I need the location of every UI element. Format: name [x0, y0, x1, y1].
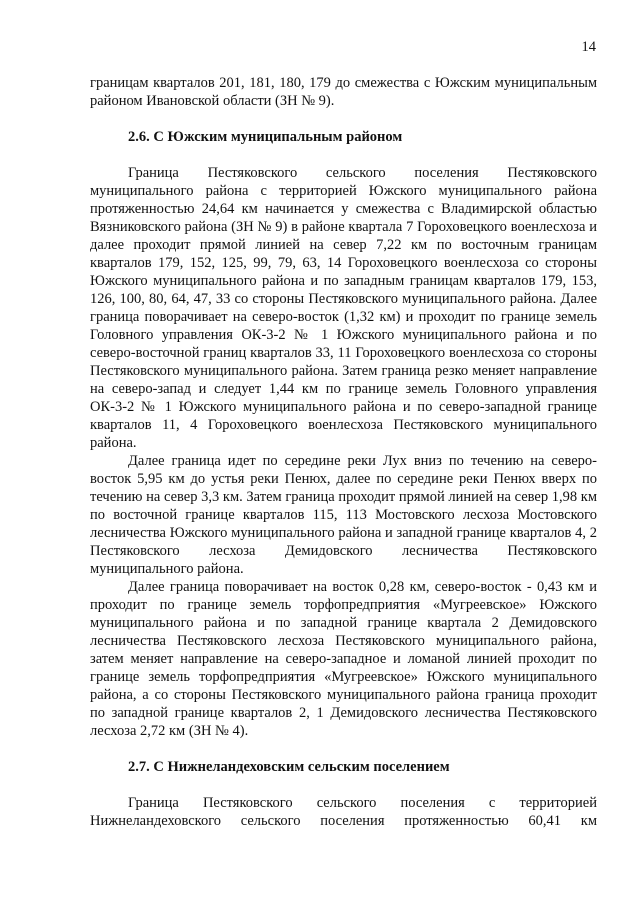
paragraph-nizhnelandekh-start: Граница Пестяковского сельского поселения с территорией Нижнеландеховского сельского поселения протяженностью 60,41 км	[90, 795, 597, 829]
page-body	[90, 74, 597, 830]
section-heading-2-6: 2.6. С Южским муниципальным районом	[128, 129, 403, 145]
paragraph-continuation: границам кварталов 201, 181, 180, 179 до смежества с Южским муниципальным районом Ивановской области (ЗН № 9).	[90, 75, 597, 109]
paragraph-lukh-river: Далее граница идет по середине реки Лух вниз по течению на северо-восток 5,95 км до устья реки Пенюх, далее по середине реки Пенюх вверх по течению на север 3,3 км. Затем граница проходит прямой линией на север 1,98 км по восточной границе кварталов 115, 113 Мостовского лесхоза Мостовского лесничества Южского муниципального района и западной границе кварталов 4, 2 Пестяковского лесхоза Демидовского лесничества Пестяковского муниципального района.	[90, 453, 597, 577]
section-heading-2-7: 2.7. С Нижнеландеховским сельским поселением	[128, 759, 450, 775]
page-number: 14	[581, 39, 596, 55]
paragraph-south-boundary-start: Граница Пестяковского сельского поселения Пестяковского муниципального района с территорией Южского муниципального района протяженностью 24,64 км начинается у смежества с Владимирской областью Вязниковского района (ЗН № 9) в районе квартала 7 Гороховецкого военлесхоза и далее проходит прямой линией на север 7,22 км по восточным границам кварталов 179, 152, 125, 99, 79, 63, 14 Гороховецкого военлесхоза со стороны Южского муниципального района и по западным границам кварталов 179, 153, 126, 100, 80, 64, 47, 33 со стороны Пестяковского муниципального района. Далее граница поворачивает на северо-восток (1,32 км) и проходит по границе земель Головного управления ОК-3-2 № 1 Южского муниципального района и по северо-восточной границ кварталов 33, 11 Гороховецкого военлесхоза со стороны Пестяковского муниципального района. Затем граница резко меняет направление на северо-запад и следует 1,44 км по границе земель Головного управления ОК-3-2 № 1 Южского муниципального района и по северо-западной границе кварталов 11, 4 Гороховецкого военлесхоза Пестяковского муниципального района.	[90, 165, 597, 451]
paragraph-mugreevskoe: Далее граница поворачивает на восток 0,28 км, северо-восток - 0,43 км и проходит по границе земель торфопредприятия «Мугреевское» Южского муниципального района и по западной границе квартала 2 Демидовского лесничества Пестяковского лесхоза Пестяковского муниципального района, затем меняет направление на северо-западное и ломаной линией проходит по границе земель торфопредприятия «Мугреевское» Южского муниципального района, а со стороны Пестяковского муниципального района граница проходит по западной границе кварталов 2, 1 Демидовского лесничества Пестяковского лесхоза 2,72 км (ЗН № 4).	[90, 579, 597, 739]
